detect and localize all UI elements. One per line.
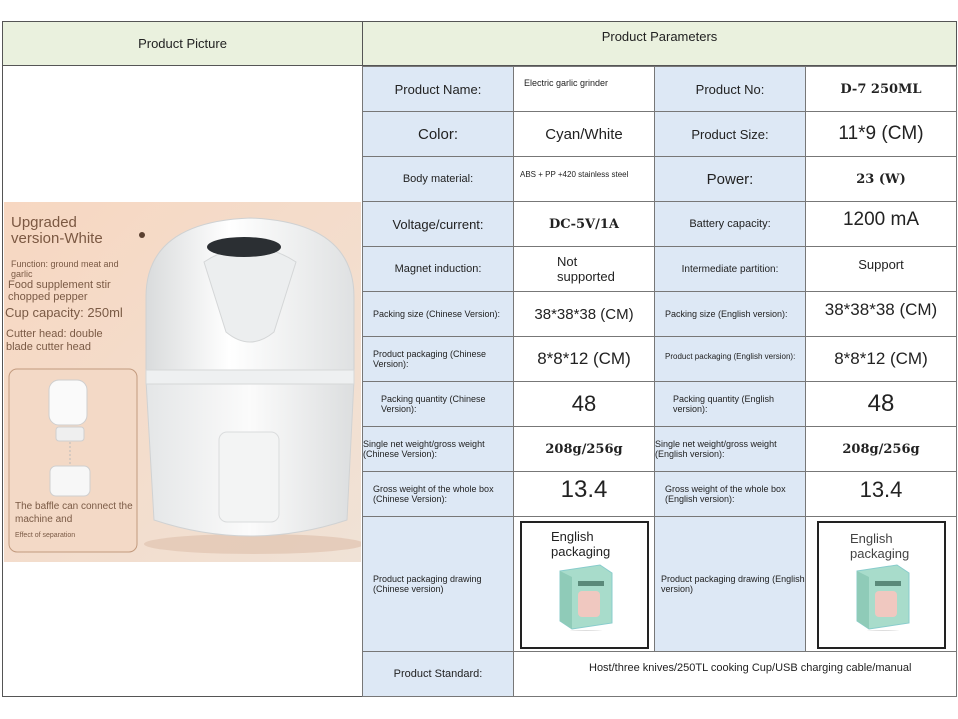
power-value: 23 (W) [805, 156, 957, 202]
battery-value: 1200 mA [805, 201, 957, 247]
power-label: Power: [654, 156, 806, 202]
photo-function: Function: ground meat and garlic [11, 259, 119, 279]
drawing-en-cell [805, 516, 957, 652]
packaging-cn-label: Product packaging (Chinese Version): [362, 336, 514, 382]
standard-label: Product Standard: [362, 651, 514, 697]
product-no-label: Product No: [654, 66, 806, 112]
pack-size-en-value: 38*38*38 (CM) [805, 291, 957, 337]
qty-en-label: Packing quantity (English version): [654, 381, 806, 427]
packaging-en-label: Product packaging (English version): [654, 336, 806, 382]
drawing-cn-label: Product packaging drawing (Chinese version) [362, 516, 514, 652]
packaging-image-en [817, 521, 946, 649]
drawing-cn-cell [513, 516, 655, 652]
pack-size-cn-value: 38*38*38 (CM) [513, 291, 655, 337]
photo-headline: Upgraded version-White [11, 214, 103, 247]
product-size-value: 11*9 (CM) [805, 111, 957, 157]
qty-cn-label: Packing quantity (Chinese Version): [362, 381, 514, 427]
partition-value: Support [805, 246, 957, 292]
partition-label: Intermediate partition: [654, 246, 806, 292]
gross-en-label: Gross weight of the whole box (English version): [654, 471, 806, 517]
body-material-label: Body material: [362, 156, 514, 202]
battery-label: Battery capacity: [654, 201, 806, 247]
weight-en-value: 208g/256g [805, 426, 957, 472]
gross-cn-label: Gross weight of the whole box (Chinese Version): [362, 471, 514, 517]
gross-en-value: 13.4 [805, 471, 957, 517]
pack-size-en-label: Packing size (English version): [654, 291, 806, 337]
product-picture-header: Product Picture [2, 21, 363, 66]
product-no-value: D-7 250ML [805, 66, 957, 112]
magnet-label: Magnet induction: [362, 246, 514, 292]
product-size-label: Product Size: [654, 111, 806, 157]
packaging-image-cn [520, 521, 649, 649]
drawing-en-label: Product packaging drawing (English version) [654, 516, 806, 652]
pack-size-cn-label: Packing size (Chinese Version): [362, 291, 514, 337]
photo-cutter: Cutter head: double blade cutter head [6, 328, 103, 353]
magnet-value: Not supported [513, 246, 655, 292]
packaging-image-en-caption: English packaging [850, 531, 910, 561]
photo-effect: Effect of separation [15, 532, 76, 539]
packaging-en-value: 8*8*12 (CM) [805, 336, 957, 382]
qty-cn-value: 48 [513, 381, 655, 427]
packaging-image-cn-caption: English packaging [551, 529, 611, 559]
weight-cn-value: 208g/256g [513, 426, 655, 472]
voltage-value: DC-5V/1A [513, 201, 655, 247]
packaging-cn-value: 8*8*12 (CM) [513, 336, 655, 382]
gross-cn-value: 13.4 [513, 471, 655, 517]
packaging-box-icon-en [849, 561, 919, 631]
product-parameters-header: Product Parameters [362, 21, 957, 66]
color-label: Color: [362, 111, 514, 157]
weight-cn-label: Single net weight/gross weight (Chinese Version): [362, 426, 514, 472]
photo-baffle: The baffle can connect the machine and [15, 501, 133, 525]
voltage-label: Voltage/current: [362, 201, 514, 247]
weight-en-label: Single net weight/gross weight (English version): [654, 426, 806, 472]
photo-stir: Food supplement stir chopped pepper [8, 279, 111, 303]
qty-en-value: 48 [805, 381, 957, 427]
product-name-value: Electric garlic grinder [513, 66, 655, 112]
packaging-box-icon [552, 561, 622, 631]
product-photo [4, 202, 361, 562]
product-name-label: Product Name: [362, 66, 514, 112]
standard-value: Host/three knives/250TL cooking Cup/USB charging cable/manual [513, 651, 957, 697]
photo-cup: Cup capacity: 250ml [5, 305, 123, 320]
body-material-value: ABS + PP +420 stainless steel [513, 156, 655, 202]
color-value: Cyan/White [513, 111, 655, 157]
